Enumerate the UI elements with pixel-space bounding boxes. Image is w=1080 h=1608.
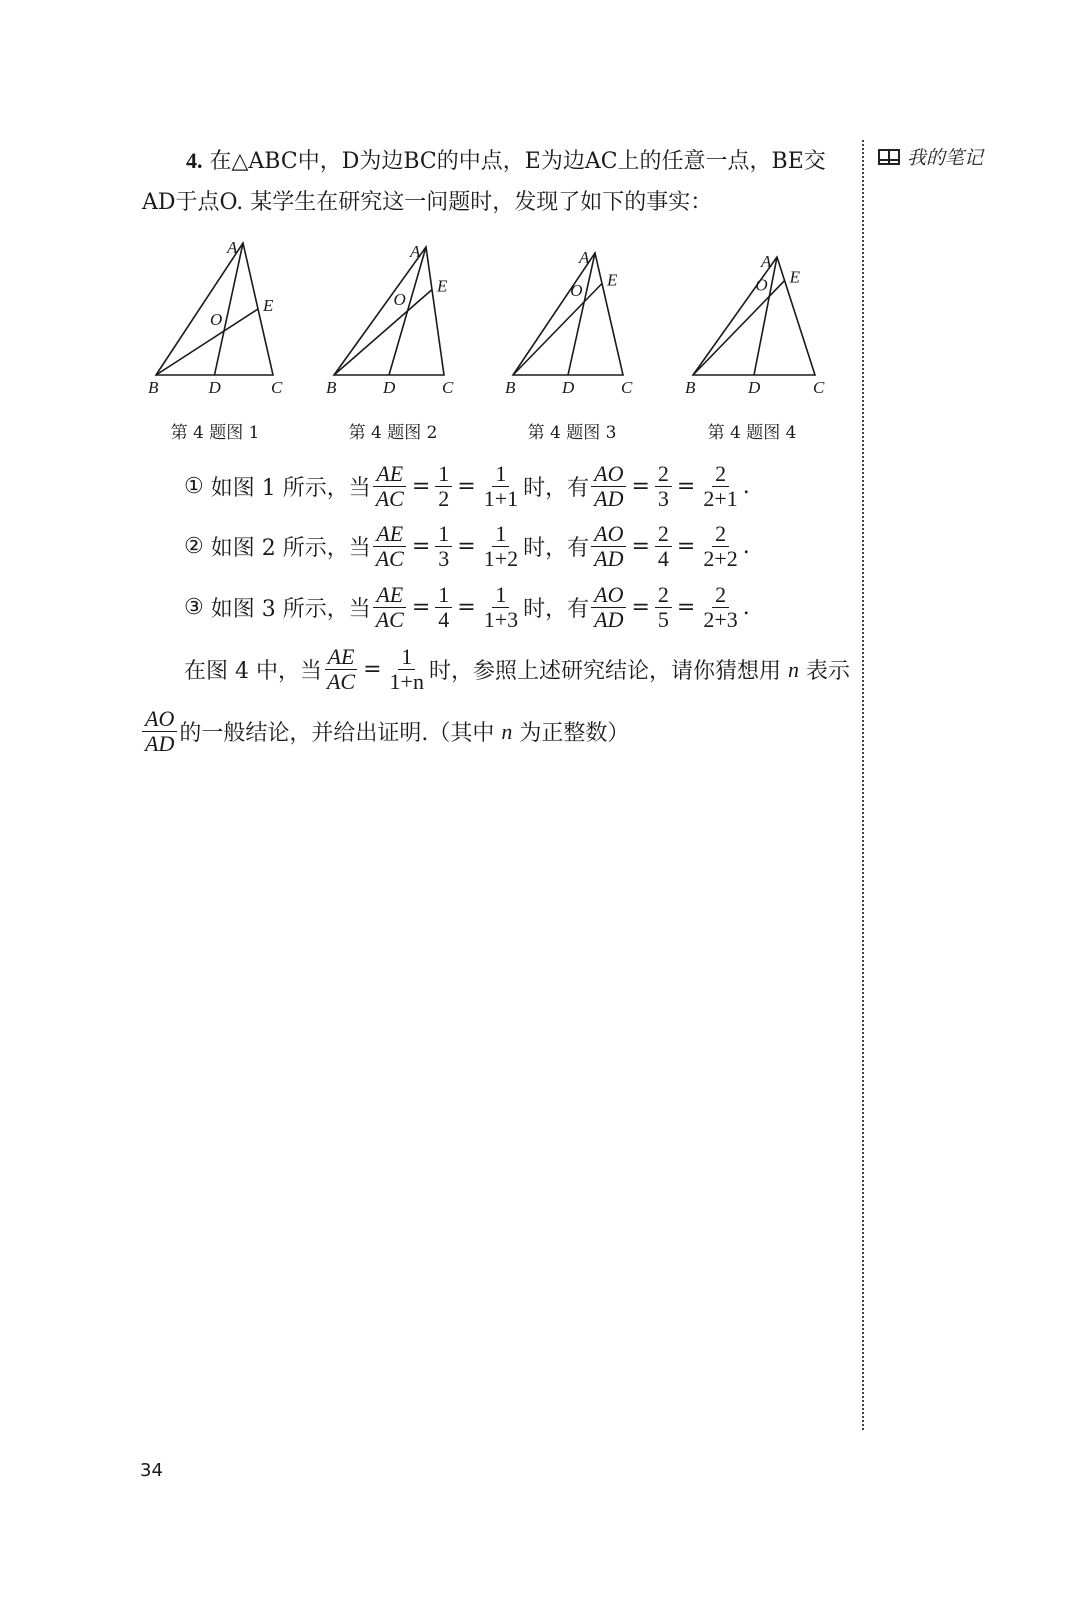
figure-caption-1: 第 4 题图 1: [170, 423, 260, 443]
label-e: E: [607, 270, 618, 290]
open-book-icon: [878, 148, 900, 166]
segment-be: [334, 290, 432, 375]
median-ad: [215, 243, 244, 375]
label-b: B: [685, 378, 696, 397]
label-c: C: [271, 378, 283, 397]
label-e: E: [263, 296, 274, 315]
segment-be: [513, 284, 602, 376]
label-o: O: [210, 310, 223, 329]
problem-line-2: AD于点O. 某学生在研究这一问题时，发现了如下的事实：: [142, 190, 713, 215]
case-text: 如图 3 所示，当: [210, 597, 371, 622]
notes-label: 我的笔记: [907, 147, 984, 169]
label-b: B: [326, 378, 337, 397]
notes-header: [878, 143, 983, 170]
label-o: O: [393, 289, 406, 309]
figure-caption-2: 第 4 题图 2: [348, 423, 438, 443]
label-a: A: [410, 242, 421, 261]
label-b: B: [148, 378, 159, 397]
segment-be: [156, 309, 258, 375]
label-b: B: [505, 378, 516, 397]
figure-caption-3: 第 4 题图 3: [527, 423, 617, 443]
triangle-figure-3: [505, 235, 655, 400]
triangle-outline: [156, 243, 273, 375]
case-marker: ③: [184, 595, 204, 620]
problem-statement: [142, 140, 847, 223]
conclusion-line-1: 在图 4 中，当 $\frac{AE}{AC}$ = $\frac{1}{1+n}$ 时，参照上述研究结论，请你猜想用 n 表示: [184, 644, 850, 694]
problem-line-1: 在△ABC中，D为边BC的中点，E为边AC上的任意一点，BE交: [209, 149, 826, 174]
label-e: E: [789, 267, 800, 287]
notes-divider: [862, 140, 864, 1430]
triangle-figure-4: [685, 235, 835, 400]
case-text: 如图 2 所示，当: [210, 536, 371, 561]
label-c: C: [621, 378, 633, 397]
label-d: D: [208, 378, 221, 397]
label-d: D: [562, 378, 575, 397]
problem-number: 4.: [186, 148, 203, 173]
label-o: O: [570, 280, 583, 300]
label-a: A: [761, 252, 772, 271]
label-d: D: [748, 378, 761, 397]
triangle-figure-1: [148, 235, 298, 400]
label-a: A: [227, 238, 238, 257]
case-marker: ②: [184, 534, 204, 559]
triangle-outline: [334, 247, 444, 375]
label-c: C: [813, 378, 825, 397]
label-e: E: [436, 276, 448, 296]
figure-caption-4: 第 4 题图 4: [707, 423, 797, 443]
case-2: ② 如图 2 所示，当 $\frac{AE}{AC}$ = $\frac{1}{3}$ = $\frac{1}{1+2}$ 时，有 $\frac{AO}{AD}$ = $\frac{2}{4}$ = $\frac{2}{2+2}$ .: [184, 521, 750, 571]
triangle-figure-2: [326, 235, 476, 400]
case-text: 如图 1 所示，当: [210, 476, 371, 501]
segment-be: [693, 281, 785, 375]
page-number: 34: [140, 1460, 163, 1481]
label-a: A: [579, 248, 590, 267]
label-c: C: [442, 378, 454, 397]
case-3: ③ 如图 3 所示，当 $\frac{AE}{AC}$ = $\frac{1}{4}$ = $\frac{1}{1+3}$ 时，有 $\frac{AO}{AD}$ = $\frac{2}{5}$ = $\frac{2}{2+3}$ .: [184, 582, 750, 632]
label-o: O: [755, 275, 768, 295]
case-marker: ①: [184, 474, 204, 499]
conclusion-line-2: $\frac{AO}{AD}$ 的一般结论，并给出证明.（其中 n 为正整数）: [140, 707, 629, 756]
label-d: D: [383, 378, 396, 397]
case-1: ① 如图 1 所示，当 $\frac{AE}{AC}$ = $\frac{1}{2}$ = $\frac{1}{1+1}$ 时，有 $\frac{AO}{AD}$ = $\frac{2}{3}$ = $\frac{2}{2+1}$ .: [184, 461, 750, 511]
